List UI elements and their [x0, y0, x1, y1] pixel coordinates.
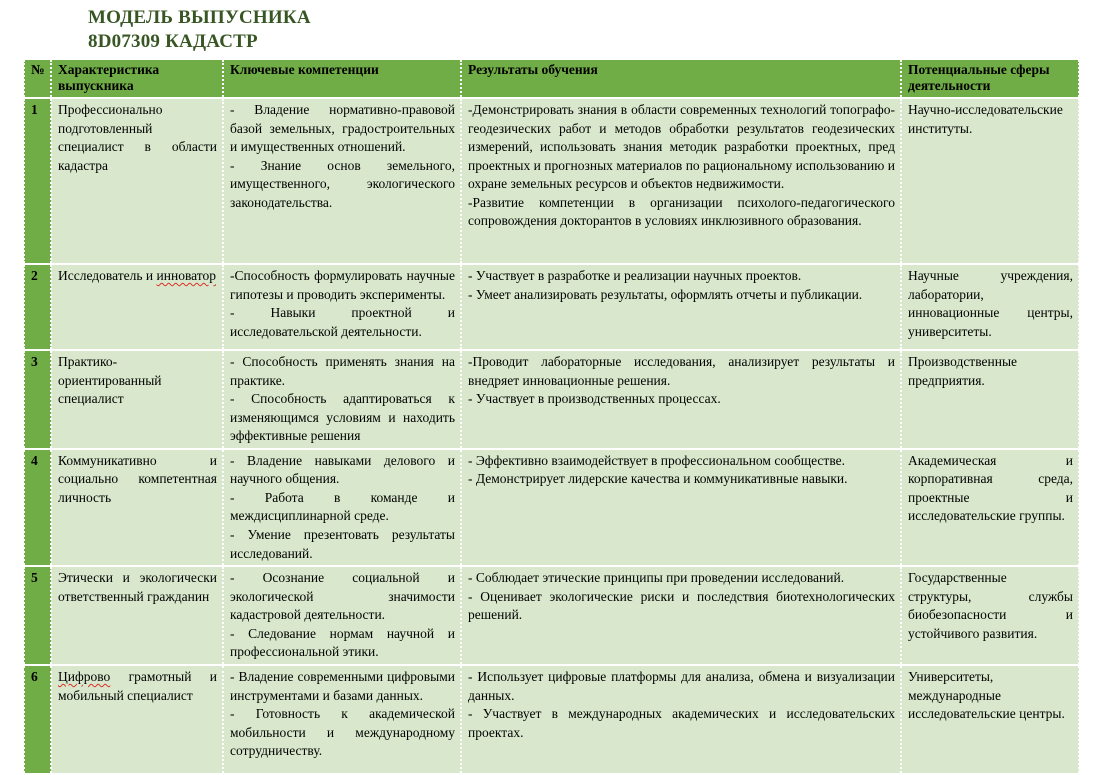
- bullet-paragraph: - Готовность к академической мобильности и международному сотрудничеству.: [230, 706, 455, 759]
- bullet-paragraph: - Навыки проектной и исследовательской деятельности.: [230, 305, 455, 339]
- bullet-paragraph: - Демонстрирует лидерские качества и коммуникативные навыки.: [468, 471, 848, 487]
- table-row: [24, 264, 1079, 350]
- row-number-cell: 3: [24, 350, 51, 449]
- bullet-paragraph: - Участвует в разработке и реализации научных проектов.: [468, 267, 802, 283]
- bullet-paragraph: - Соблюдает этические принципы при проведении исследований.: [468, 570, 845, 586]
- spheres-cell: Академическая и корпоративная среда, проектные и исследовательские группы.: [901, 449, 1079, 566]
- bullet-paragraph: -Развитие компетенции в организации психолого-педагогического сопровождения докторантов в условиях инклюзивного образования.: [468, 194, 895, 229]
- bullet-paragraph: - Умение презентовать результаты исследований.: [230, 527, 455, 561]
- bullet-paragraph: - Участвует в международных академических и исследовательских проектах.: [468, 706, 895, 740]
- bullet-paragraph: - Умеет анализировать результаты, оформлять отчеты и публикации.: [468, 286, 863, 302]
- column-header-num: №: [24, 59, 51, 98]
- bullet-paragraph: - Владение нормативно-правовой базой земельных, градостроительных и имущественных отношений.: [230, 101, 455, 155]
- bullet-paragraph: - Эффективно взаимодействует в профессиональном сообществе.: [468, 452, 845, 468]
- results-cell: [461, 665, 901, 774]
- bullet-paragraph: -Проводит лабораторные исследования, анализирует результаты и внедряет инновационные решения.: [468, 353, 895, 388]
- row-number-cell: 5: [24, 566, 51, 665]
- table-header-row: [24, 59, 1079, 98]
- bullet-paragraph: - Использует цифровые платформы для анализа, обмена и визуализации данных.: [468, 668, 895, 703]
- competencies-cell: [223, 665, 461, 774]
- spheres-cell: Университеты, международные исследовательские центры.: [901, 665, 1079, 774]
- spheres-cell: Государственные структуры, службы биобезопасности и устойчивого развития.: [901, 566, 1079, 665]
- results-cell: [461, 449, 901, 566]
- spheres-cell: Научно-исследовательские институты.: [901, 98, 1079, 264]
- bullet-paragraph: - Работа в команде и междисциплинарной среде.: [230, 489, 455, 524]
- table-row: [24, 98, 1079, 264]
- bullet-paragraph: - Владение навыками делового и научного общения.: [230, 452, 455, 487]
- competencies-cell: [223, 449, 461, 566]
- competencies-cell: [223, 98, 461, 264]
- characteristic-cell: Исследователь и инноватор: [51, 264, 223, 350]
- results-cell: [461, 98, 901, 264]
- table-body: [24, 98, 1079, 774]
- bullet-paragraph: - Оценивает экологические риски и последствия биотехнологических решений.: [468, 588, 895, 623]
- characteristic-cell: Цифрово грамотный и мобильный специалист: [51, 665, 223, 774]
- competencies-cell: [223, 264, 461, 350]
- column-header-characteristic: Характеристика выпускника: [51, 59, 223, 98]
- bullet-paragraph: -Способность формулировать научные гипотезы и проводить эксперименты.: [230, 267, 455, 302]
- competencies-cell: [223, 566, 461, 665]
- misspelled-word: инноватор: [156, 267, 216, 283]
- row-number-cell: 1: [24, 98, 51, 264]
- table-row: [24, 350, 1079, 449]
- row-number-cell: 4: [24, 449, 51, 566]
- characteristic-cell: Этически и экологически ответственный гражданин: [51, 566, 223, 665]
- table-row: [24, 665, 1079, 774]
- bullet-paragraph: - Знание основ земельного, имущественного, экологического законодательства.: [230, 157, 455, 210]
- spheres-cell: Производственные предприятия.: [901, 350, 1079, 449]
- row-number-cell: 6: [24, 665, 51, 774]
- bullet-paragraph: - Следование нормам научной и профессиональной этики.: [230, 625, 455, 660]
- spheres-cell: Научные учреждения, лаборатории, инновационные центры, университеты.: [901, 264, 1079, 350]
- misspelled-word: Цифрово: [58, 668, 111, 684]
- graduate-model-table: [23, 58, 1080, 775]
- characteristic-cell: Практико-ориентированный специалист: [51, 350, 223, 449]
- row-number-cell: 2: [24, 264, 51, 350]
- document-title: [88, 6, 311, 54]
- bullet-paragraph: - Осознание социальной и экологической значимости кадастровой деятельности.: [230, 570, 455, 623]
- table-row: [24, 449, 1079, 566]
- results-cell: [461, 566, 901, 665]
- bullet-paragraph: - Владение современными цифровыми инструментами и базами данных.: [230, 668, 455, 703]
- column-header-results: Результаты обучения: [461, 59, 901, 98]
- bullet-paragraph: -Демонстрировать знания в области современных технологий топографо-геодезических работ и методов обработки результатов геодезических измерений, использовать знания методик разработки проектных, пред проектных и прогнозных материалов по рациональному использованию и охране земельных ресурсов и объектов недвижимости.: [468, 101, 895, 192]
- characteristic-cell: Профессионально подготовленный специалист в области кадастра: [51, 98, 223, 264]
- document-title-line1: МОДЕЛЬ ВЫПУСНИКА: [88, 7, 311, 28]
- column-header-spheres: Потенциальные сферы деятельности: [901, 59, 1079, 98]
- bullet-paragraph: - Способность адаптироваться к изменяющимся условиям и находить эффективные решения: [230, 391, 455, 444]
- characteristic-cell: Коммуникативно и социально компетентная личность: [51, 449, 223, 566]
- results-cell: [461, 264, 901, 350]
- document-title-line2: 8D07309 КАДАСТР: [88, 31, 258, 52]
- bullet-paragraph: - Способность применять знания на практике.: [230, 353, 455, 388]
- competencies-cell: [223, 350, 461, 449]
- column-header-competencies: Ключевые компетенции: [223, 59, 461, 98]
- results-cell: [461, 350, 901, 449]
- table-row: [24, 566, 1079, 665]
- bullet-paragraph: - Участвует в производственных процессах.: [468, 391, 721, 407]
